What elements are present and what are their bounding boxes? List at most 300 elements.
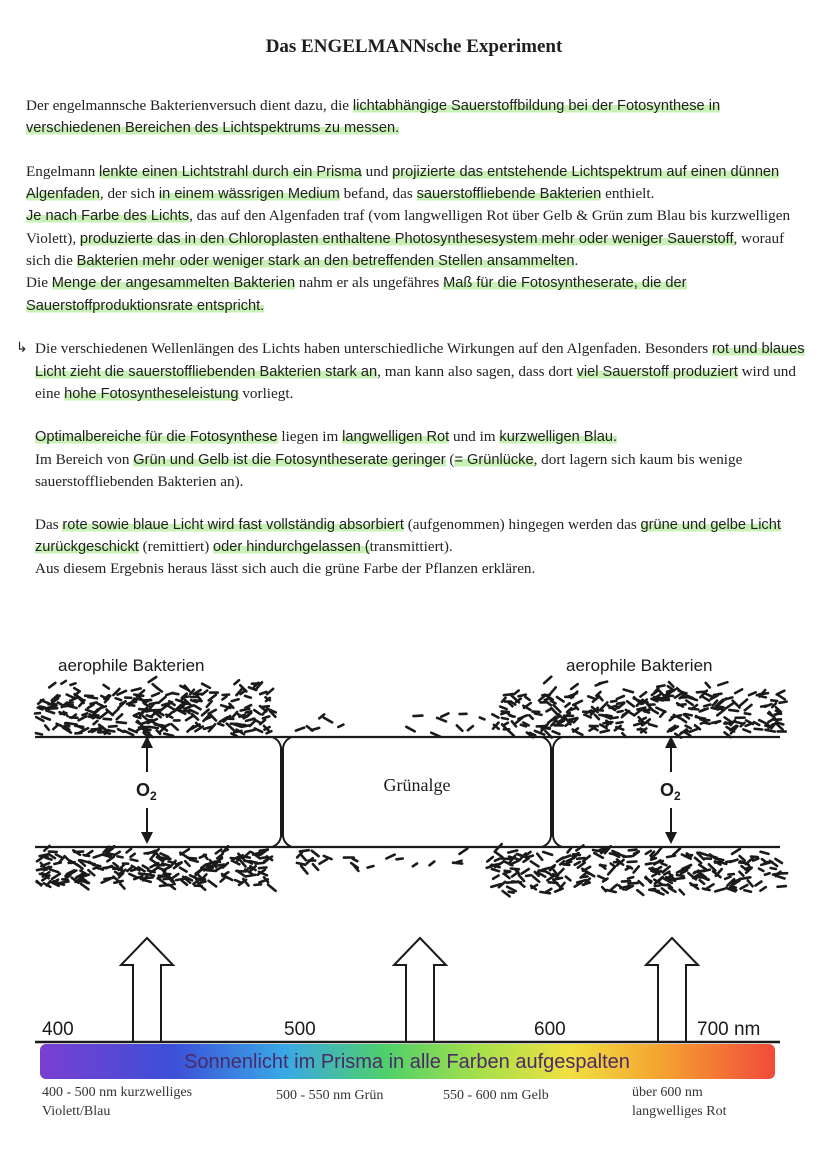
highlight: Maß für die Fotosyntheserate, die der Sauerstoffproduktionsrate entspricht.: [26, 275, 687, 314]
bacterium: [104, 719, 111, 720]
bacterium: [301, 866, 307, 874]
bacterium: [62, 879, 67, 880]
bacterium: [93, 865, 98, 866]
bacterium: [660, 711, 665, 716]
bacterium: [705, 884, 713, 889]
bacterium: [260, 850, 268, 851]
bacterium: [49, 683, 55, 688]
bacterium: [103, 867, 113, 869]
bacterium: [457, 725, 463, 730]
bacterium: [195, 706, 201, 710]
bacterium: [307, 726, 313, 730]
bacterium: [492, 714, 498, 717]
bacterium: [503, 723, 508, 726]
highlight: lichtabhängige Sauerstoffbildung bei der Fotosynthese in verschiedenen Bereichen des Lichtspektrums zu messen.: [26, 98, 721, 137]
bacterium: [118, 856, 123, 857]
bacterium: [368, 866, 374, 868]
highlight: produzierte das in den Chloroplasten enthaltene Photosynthesesystem mehr oder weniger Sauerstoff: [79, 230, 734, 247]
bacterium: [45, 858, 51, 860]
scale-700: 700 nm: [697, 1019, 761, 1040]
bacterium: [102, 879, 111, 883]
bacterium: [704, 705, 710, 707]
caption-line: Violett/Blau: [42, 1104, 111, 1119]
bacterium: [161, 853, 169, 856]
bacterium: [717, 711, 722, 715]
return-arrow-icon: ↳: [16, 340, 28, 357]
caption-line: über 600 nm: [632, 1085, 703, 1100]
bacterium: [191, 700, 197, 702]
highlight: oder hindurchgelassen (: [213, 538, 370, 555]
bacterium: [151, 710, 161, 711]
bacterium: [460, 849, 468, 854]
scale-600: 600: [534, 1019, 566, 1040]
bacterium: [780, 702, 787, 703]
bacterium: [81, 884, 88, 889]
bacterium: [256, 863, 263, 864]
bacterium: [611, 885, 617, 890]
bacterium: [705, 723, 710, 724]
bacterium: [766, 730, 775, 732]
bacterium: [144, 731, 149, 733]
bacterium: [134, 699, 142, 700]
bacterium: [759, 869, 763, 871]
bacterium: [686, 726, 691, 729]
bacterium: [601, 730, 609, 732]
bacterium: [627, 701, 634, 706]
bacterium: [533, 877, 539, 882]
bacterium: [697, 692, 705, 693]
bacterium: [639, 881, 644, 885]
bacterium: [667, 856, 675, 858]
bacterium: [518, 715, 527, 719]
text-run: vorliegt.: [238, 384, 294, 402]
bacterium: [68, 704, 73, 706]
bacterium: [88, 705, 94, 709]
bacterium: [679, 691, 686, 693]
bacterium: [644, 711, 649, 712]
bacterium: [662, 863, 667, 865]
bacterium: [115, 872, 119, 875]
bacterium: [645, 878, 651, 882]
bacterium: [565, 703, 569, 706]
light-arrow-green: [394, 938, 446, 1042]
paragraph-setup: [26, 161, 810, 206]
scale-400: 400: [42, 1019, 74, 1040]
bacterium: [634, 866, 639, 872]
bacterium: [637, 890, 643, 895]
bacterium: [712, 721, 720, 723]
bacterium: [109, 726, 117, 727]
bacterium: [686, 714, 692, 715]
bacterium: [529, 715, 533, 719]
bacterium: [81, 860, 88, 862]
caption-red: [632, 1083, 727, 1121]
cell-wall: [542, 737, 551, 847]
bacterium: [682, 719, 686, 722]
bacterium: [143, 880, 151, 882]
bacterium: [50, 869, 59, 872]
bacterium: [514, 691, 519, 695]
bacterium: [732, 849, 740, 854]
bacterium: [700, 719, 709, 720]
text-run: , das auf den Algenfaden traf (vom langwelligen Rot über Gelb & Grün zum Blau bis kurzwelligen Violett),: [26, 207, 791, 247]
bacterium: [218, 724, 223, 726]
bacterium: [675, 878, 684, 879]
bacterium: [686, 701, 692, 705]
bacterium: [52, 874, 60, 879]
bacterium: [159, 697, 166, 703]
bacterium: [88, 697, 97, 698]
bacterium: [522, 869, 529, 874]
bacterium: [557, 858, 563, 862]
bacterium: [593, 850, 600, 851]
bacterium: [598, 876, 606, 880]
bacterium: [164, 734, 173, 736]
bacterium: [173, 693, 178, 694]
bacterium: [145, 853, 152, 854]
bacterium: [45, 726, 49, 730]
bacterium: [744, 890, 751, 892]
bacterium: [46, 711, 54, 714]
highlight: grüne und gelbe Licht zurückgeschickt: [35, 516, 781, 555]
highlight: hohe Fotosyntheseleistung: [64, 385, 239, 402]
bacterium: [502, 711, 509, 712]
bacterium: [519, 875, 524, 881]
bacterium: [773, 873, 782, 875]
caption-yellow: 550 - 600 nm Gelb: [443, 1088, 549, 1103]
text-run: wird und eine: [35, 362, 796, 402]
bacterium: [116, 698, 122, 700]
bacteria-bottom-right: [491, 844, 787, 896]
bacterium: [649, 724, 656, 726]
bacterium: [38, 708, 43, 710]
bacterium: [745, 705, 752, 711]
paragraph-optimum: [26, 426, 810, 448]
bacterium: [582, 876, 588, 877]
bacterium: [152, 693, 159, 696]
bacterium: [539, 870, 545, 871]
bacterium: [38, 700, 43, 704]
bacteria-bottom-left: [37, 846, 276, 891]
bacterium: [543, 852, 552, 855]
bacterium: [735, 689, 742, 693]
bacterium: [680, 890, 684, 895]
bacterium: [732, 880, 739, 882]
bacterium: [148, 874, 154, 876]
bacterium: [617, 703, 624, 704]
bacterium: [94, 721, 98, 724]
bacterium: [563, 864, 569, 865]
paragraph-light-color: [26, 205, 810, 272]
bacterium: [622, 881, 630, 882]
text-run: nahm er als ungefähres: [295, 274, 444, 292]
bacterium: [740, 700, 747, 706]
bacterium: [531, 861, 539, 866]
text-run: enthielt.: [601, 185, 655, 203]
bacterium: [544, 677, 551, 684]
bacterium: [611, 701, 616, 702]
bacterium: [640, 692, 646, 696]
caption-line: 400 - 500 nm kurzwelliges: [42, 1085, 193, 1100]
bacterium: [61, 882, 69, 883]
bacterium: [190, 860, 198, 862]
bacterium: [441, 713, 448, 716]
bacterium: [634, 698, 642, 702]
bacterium: [183, 704, 189, 705]
highlight: sauerstoffliebende Bakterien: [416, 186, 602, 203]
bacterium: [104, 685, 109, 689]
bacterium: [42, 717, 50, 720]
bacterium: [771, 868, 776, 869]
bacterium: [263, 716, 269, 718]
bacterium: [127, 849, 132, 853]
bacterium: [608, 867, 615, 875]
bacterium: [729, 710, 738, 711]
bacterium: [54, 863, 61, 865]
bacterium: [662, 888, 668, 892]
bacterium: [596, 683, 602, 685]
highlight: viel Sauerstoff produziert: [576, 363, 738, 380]
bacterium: [36, 733, 42, 734]
text-run: Der engelmannsche Bakterienversuch dient dazu, die: [26, 97, 353, 114]
bacterium: [114, 863, 118, 866]
bacterium: [495, 859, 500, 861]
highlight: projizierte das entstehende Lichtspektrum auf einen dünnen Algenfaden: [26, 163, 780, 203]
bacterium: [453, 863, 462, 864]
bacterium: [246, 719, 254, 721]
text-run: (aufgenommen) hingegen werden das: [403, 515, 641, 533]
bacterium: [241, 709, 250, 711]
bacterium: [225, 876, 232, 880]
bacterium: [555, 889, 563, 892]
bacterium: [70, 698, 77, 701]
bacterium: [268, 885, 276, 891]
bacterium: [628, 883, 638, 884]
bacterium: [300, 850, 309, 851]
bacterium: [617, 722, 623, 723]
bacterium: [602, 887, 606, 891]
highlight: Grün und Gelb ist die Fotosyntheserate geringer: [133, 451, 446, 468]
cell-wall: [553, 737, 562, 847]
bacterium: [535, 714, 542, 715]
bacterium: [254, 710, 260, 714]
bacterium: [141, 877, 148, 879]
bacterium: [61, 681, 65, 684]
bacterium: [117, 722, 126, 723]
bacterium: [726, 861, 732, 862]
bacterium: [222, 697, 226, 700]
bacterium: [148, 727, 158, 728]
bacterium: [117, 714, 122, 719]
bacterium: [218, 865, 224, 866]
bacterium: [768, 718, 774, 722]
bacterium: [186, 716, 194, 721]
bacterium: [504, 872, 510, 874]
bacterium: [131, 859, 138, 861]
bacterium: [437, 718, 446, 722]
bacterium: [245, 730, 255, 732]
bacterium: [739, 872, 743, 876]
bacterium: [567, 708, 571, 712]
bacterium: [246, 875, 256, 877]
bacterium: [560, 883, 564, 888]
bacterium: [623, 856, 631, 857]
paragraph-effects: [16, 338, 810, 405]
bacterium: [202, 684, 210, 688]
highlight: = Grünlücke: [454, 451, 534, 468]
bacterium: [58, 703, 63, 706]
bacterium: [324, 856, 332, 859]
bacterium: [613, 717, 618, 718]
bacterium: [47, 881, 51, 885]
light-arrow-blue: [121, 938, 173, 1042]
bacterium: [414, 716, 423, 717]
bacterium: [778, 695, 785, 699]
bacterium: [430, 862, 435, 866]
bacterium: [148, 871, 155, 873]
bacterium: [523, 706, 530, 710]
bacterium: [765, 862, 773, 863]
bacterium: [760, 887, 765, 891]
paragraph-conclusion: [26, 558, 810, 579]
text-run: Die: [26, 274, 52, 292]
bacterium: [50, 855, 55, 858]
bacterium: [705, 693, 713, 697]
bacterium: [706, 683, 710, 688]
bacteria-label-left: aerophile Bakterien: [58, 656, 205, 675]
bacterium: [162, 864, 169, 866]
bacterium: [249, 687, 256, 690]
bacterium: [260, 692, 266, 694]
bacterium: [118, 729, 124, 732]
bacterium: [677, 875, 684, 876]
bacterium: [673, 849, 680, 856]
bacterium: [547, 709, 552, 712]
bacterium: [588, 696, 594, 698]
bacterium: [82, 713, 87, 715]
light-arrow-red: [646, 938, 698, 1042]
bacterium: [511, 869, 519, 870]
bacterium: [559, 869, 564, 874]
bacterium: [655, 697, 662, 698]
bacterium: [745, 713, 750, 714]
text-run: , der sich: [99, 185, 159, 203]
bacterium: [542, 868, 549, 870]
bacterium: [480, 718, 485, 720]
bacterium: [626, 867, 631, 870]
bacterium: [524, 859, 529, 862]
bacterium: [320, 859, 328, 863]
bacterium: [171, 724, 177, 730]
bacterium: [134, 713, 139, 716]
bacterium: [297, 863, 306, 865]
bacterium: [577, 858, 584, 859]
bacterium: [235, 880, 242, 883]
bacterium: [546, 889, 551, 892]
bacterium: [551, 701, 556, 704]
bacterium: [778, 886, 786, 887]
bacterium: [267, 689, 273, 694]
bacterium: [76, 725, 84, 729]
highlight: Bakterien mehr oder weniger stark an den betreffenden Stellen ansammelten: [76, 253, 575, 270]
highlight: Je nach Farbe des Lichts: [26, 208, 190, 225]
bacterium: [768, 713, 774, 717]
highlight: langwelligen Rot: [342, 429, 450, 446]
bacterium: [583, 712, 592, 713]
bacterium: [761, 706, 767, 707]
bacterium: [143, 866, 149, 869]
scale-500: 500: [284, 1019, 316, 1040]
bacterium: [131, 854, 135, 857]
bacterium: [502, 718, 508, 719]
bacterium: [741, 885, 748, 889]
bacterium: [495, 852, 503, 858]
bacterium: [756, 882, 762, 886]
text-run: liegen im: [277, 428, 343, 446]
bacterium: [601, 702, 608, 709]
bacterium: [500, 707, 506, 710]
bacterium: [509, 892, 514, 893]
bacterium: [567, 858, 574, 861]
text-run: befand, das: [339, 185, 417, 203]
bacterium: [216, 850, 221, 854]
text-run: Aus diesem Ergebnis heraus lässt sich auch die grüne Farbe der Pflanzen erklären.: [35, 560, 536, 578]
bacterium: [250, 721, 255, 726]
bacterium: [765, 873, 770, 875]
bacterium: [765, 726, 770, 727]
bacterium: [150, 703, 157, 704]
text-run: (remittiert): [138, 537, 214, 555]
bacterium: [628, 862, 637, 863]
bacterium: [624, 690, 633, 693]
cell-wall: [272, 737, 281, 847]
bacterium: [718, 682, 727, 685]
bacterium: [646, 851, 651, 854]
bacterium: [629, 850, 637, 851]
bacteria-top-left: [35, 677, 276, 737]
bacterium: [163, 867, 169, 870]
bacterium: [234, 680, 239, 684]
bacterium: [740, 877, 750, 879]
bacterium: [168, 706, 175, 711]
bacterium: [129, 874, 137, 878]
bacterium: [98, 704, 103, 706]
bacterium: [742, 866, 747, 870]
bacterium: [726, 703, 734, 709]
bacterium: [260, 720, 265, 724]
bacterium: [312, 851, 319, 857]
bacterium: [232, 699, 239, 701]
highlight: Menge der angesammelten Bakterien: [51, 275, 296, 292]
paragraph-green-gap: [26, 449, 810, 493]
bacterium: [761, 852, 769, 854]
bacterium: [231, 858, 236, 859]
bacterium: [180, 868, 187, 872]
bacterium: [493, 876, 499, 879]
bacterium: [185, 861, 189, 866]
bacterium: [508, 850, 517, 852]
paragraph-absorption: [26, 514, 810, 559]
bacterium: [776, 876, 785, 879]
bacterium: [113, 709, 119, 715]
bacterium: [667, 690, 672, 692]
bacterium: [139, 873, 148, 874]
bacterium: [74, 688, 80, 691]
text-run: und im: [449, 428, 500, 446]
text-run: transmittiert).: [369, 537, 453, 555]
bacterium: [386, 855, 394, 859]
bacterium: [137, 728, 142, 731]
